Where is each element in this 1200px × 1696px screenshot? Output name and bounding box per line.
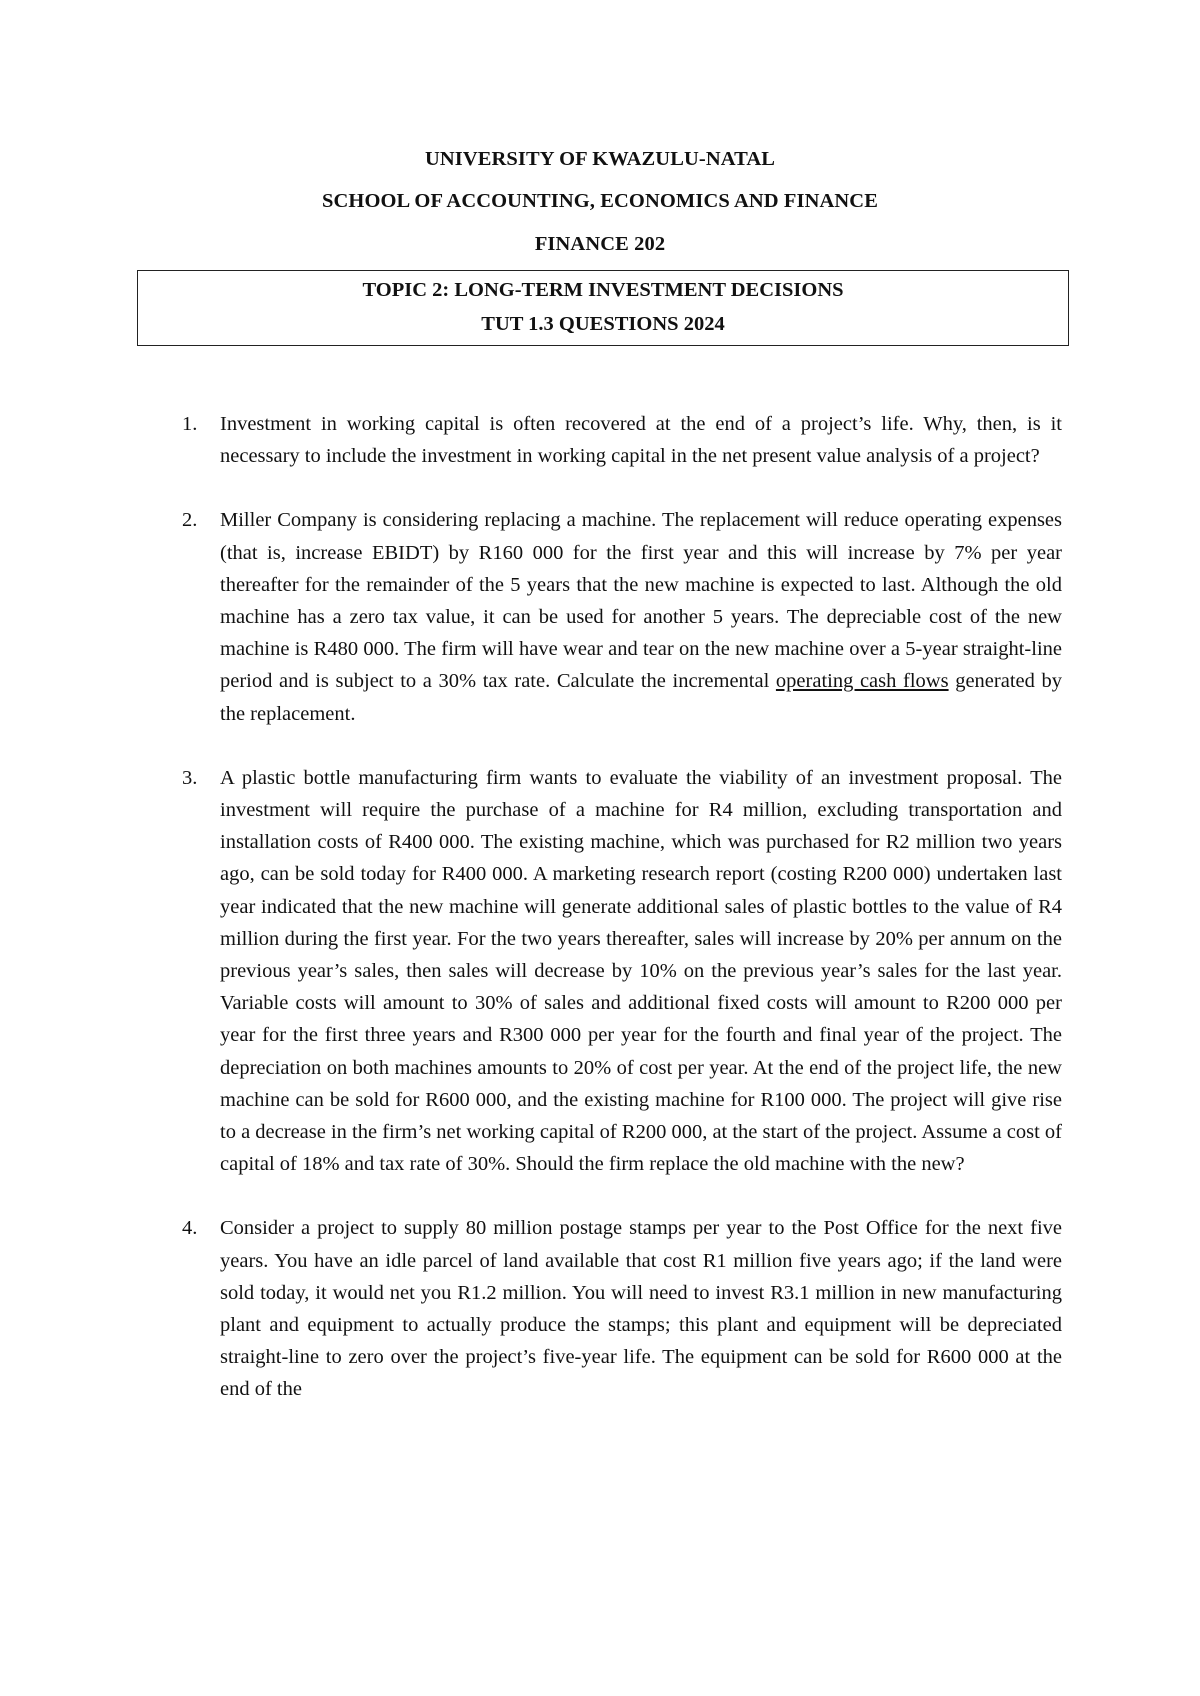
question-number: 1. xyxy=(182,413,198,435)
question-number: 3. xyxy=(182,766,198,789)
school-heading: SCHOOL OF ACCOUNTING, ECONOMICS AND FINANCE xyxy=(322,190,878,212)
question-text: Investment in working capital is often recovered at the end of a project’s life. Why, then, is it necessary to include the investment in working capital in the net present value analysis of a project? xyxy=(220,413,1062,468)
course-heading: FINANCE 202 xyxy=(534,233,666,255)
question-text-end: generated by the replacement. xyxy=(220,670,1062,725)
university-heading: UNIVERSITY OF KWAZULU-NATAL xyxy=(424,148,776,170)
tutorial-title: TUT 1.3 QUESTIONS 2024 xyxy=(481,313,725,335)
topic-title: TOPIC 2: LONG-TERM INVESTMENT DECISIONS xyxy=(362,279,844,301)
question-text: Miller Company is considering replacing a machine. The replacement will reduce operating expenses (that is, increase EBIDT) by R160 000 for the first year and this will increase by 7% per year thereafter for the remainder of the 5 years that the new machine is expected to last. Although the old machine has a zero tax value, it can be used for another 5 years. The depreciable cost of the new machine is R480 000. The firm will have wear and tear on the new machine over a 5-year straight-line period and is subject to a 30% tax rate. Calculate the incremental xyxy=(220,509,1062,693)
question-text: A plastic bottle manufacturing firm wants to evaluate the viability of an investment proposal. The investment will require the purchase of a machine for R4 million, excluding transportation and installation costs of R400 000. The existing machine, which was purchased for R2 million two years ago, can be sold today for R400 000. A marketing research report (costing R200 000) undertaken last year indicated that the new machine will generate additional sales of plastic bottles to the value of R4 million during the first year. For the two years thereafter, sales will increase by 20% per annum on the previous year’s sales, then sales will decrease by 10% on the previous year’s sales for the last year. Variable costs will amount to 30% of sales and additional fixed costs will amount to R200 000 per year for the first three years and R300 000 per year for the fourth and final year of the project. The depreciation on both machines amounts to 20% of cost per year. At the end of the project life, the new machine can be sold for R600 000, and the existing machine for R100 000. The project will give rise to a decrease in the firm’s net working capital of R200 000, at the start of the project. Assume a cost of capital of 18% and tax rate of 30%. Should the firm replace the old machine with the new? xyxy=(220,766,1062,1176)
question-2 xyxy=(172,504,1062,729)
question-3 xyxy=(172,762,1062,1181)
question-1 xyxy=(172,408,1062,472)
question-number: 2. xyxy=(182,509,198,532)
question-number: 4. xyxy=(182,1217,198,1240)
question-list xyxy=(172,408,1062,1438)
topic-box xyxy=(137,270,1069,346)
underlined-phrase: operating cash flows xyxy=(775,670,949,693)
question-text: Consider a project to supply 80 million postage stamps per year to the Post Office for the next five years. You have an idle parcel of land available that cost R1 million five years ago; if the land were sold today, it would net you R1.2 million. You will need to invest R3.1 million in new manufacturing plant and equipment to actually produce the stamps; this plant and equipment will be depreciated straight-line to zero over the project’s five-year life. The equipment can be sold for R600 000 at the end of the xyxy=(220,1217,1062,1401)
question-4 xyxy=(172,1212,1062,1405)
